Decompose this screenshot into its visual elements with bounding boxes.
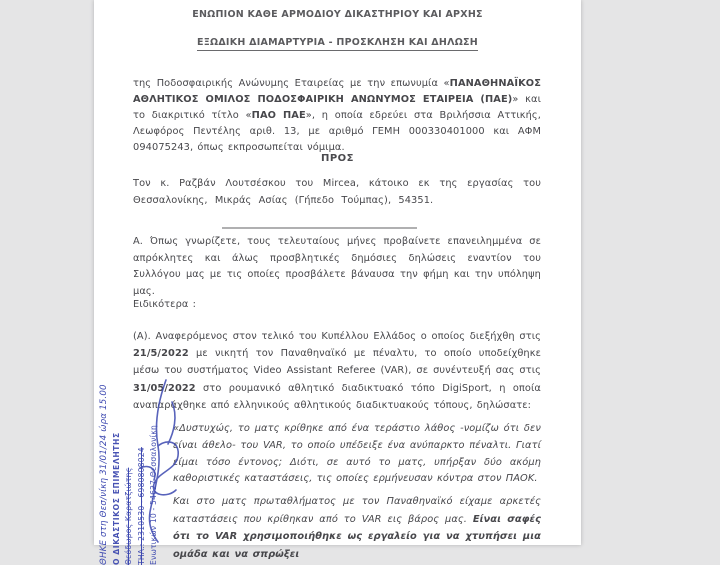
- quote-paragraph-1: «Δυστυχώς, το ματς κρίθηκε από ένα τεράστιο λάθος -νομίζω ότι δεν είναι άθελο- του VAR, το οποίο υπέδειξε ένα ανύπαρκτο πέναλτι. Γιατί είμαι τόσο έντονος; Διότι, σε αυτό το ματς, υπήρξαν δύο ακόμη καθοριστικές καταστάσεις, τις οποίες ερμήνευσαν κόντρα στον ΠΑΟΚ.: [173, 423, 541, 485]
- intro-paragraph: της Ποδοσφαιρικής Ανώνυμης Εταιρείας με την επωνυμία «ΠΑΝΑΘΗΝΑΪΚΟΣ ΑΘΛΗΤΙΚΟΣ ΟΜΙΛΟΣ ΠΟΔΟΣΦΑΙΡΙΚΗ ΑΝΩΝΥΜΟΣ ΕΤΑΙΡΕΙΑ (ΠΑΕ)» και το διακριτικό τίτλο «ΠΑΟ ΠΑΕ», η οποία εδρεύει στα Βριλήσσια Αττικής, Λεωφόρος Πεντέλης αριθ. 13, με αριθμό ΓΕΜΗ 000330401000 και ΑΦΜ 094075243, όπως εκπροσωπείται νόμιμα.: [133, 78, 542, 153]
- quote-paragraph-2: Και στο ματς πρωταθλήματος με τον Παναθηναϊκό είχαμε αρκετές καταστάσεις που κρίθηκαν από το VAR εις βάρος μας. Είναι σαφές ότι το VAR χρησιμοποιήθηκε ως εργαλείο για να χτυπήσει μια ομάδα και να σπρώξει: [173, 496, 541, 560]
- stamp-bailiff-title: Ο ΔΙΚΑΣΤΙΚΟΣ ΕΠΙΜΕΛΗΤΗΣ: [111, 432, 121, 565]
- paragraph-a1: (Α). Αναφερόμενος στον τελικό του Κυπέλλου Ελλάδος ο οποίος διεξήχθη στις 21/5/2022 με νικητή τον Παναθηναϊκό με πέναλτυ, το οποίο υποδείχθηκε μέσω του συστήματος Video Assistant Referee (VAR), σε συνέντευξή σας στις 31/05/2022 στο ρουμανικό αθλητικό διαδικτυακό τόπο DigiSport, η οποία αναπαράχθηκε από ελληνικούς αθλητικούς διαδικτυακούς τόπους, δηλώσατε:: [133, 331, 541, 411]
- stamp-address-line: Ενωτικών 10 - 54627 Θεσσαλονίκη: [149, 425, 158, 565]
- section-divider: [222, 227, 417, 229]
- document-title: [94, 9, 581, 20]
- stamp-phone-line: ΤΗΛ.: 2310530 - 6980808024: [136, 447, 146, 565]
- document-subtitle-text: ΕΞΩΔΙΚΗ ΔΙΑΜΑΡΤΥΡΙΑ - ΠΡΟΣΚΛΗΣΗ ΚΑΙ ΔΗΛΩΣΗ: [197, 37, 478, 51]
- stamp-date-line: ΘΗΚΕ στη Θεσ/νίκη 31/01/24 ώρα 15.00: [99, 384, 109, 565]
- paragraph-a: Α. Όπως γνωρίζετε, τους τελευταίους μήνες προβαίνετε επανειλημμένα σε απρόκλητες και άλως προσβλητικές δημόσιες δηλώσεις εναντίον του Συλλόγου μας με τις οποίες προσβάλετε βάναυσα την φήμη και την υπόληψη μας.: [133, 236, 541, 297]
- document-subtitle: [94, 37, 581, 48]
- recipient-paragraph: Τον κ. Ραζβάν Λουτσέσκου του Mircea, κάτοικο εκ της εργασίας του Θεσσαλονίκης, Μικράς Ασίας (Γήπεδο Τούμπας), 54351.: [133, 178, 541, 206]
- eidikotera-label: Ειδικότερα :: [133, 299, 197, 310]
- pros-heading: ΠΡΟΣ: [320, 153, 355, 164]
- document-title-text: ΕΝΩΠΙΟΝ ΚΑΘΕ ΑΡΜΟΔΙΟΥ ΔΙΚΑΣΤΗΡΙΟΥ ΚΑΙ ΑΡΧΗΣ: [192, 9, 483, 20]
- signature-scribble-icon: [128, 372, 198, 545]
- stamp-bailiff-name: Θεόδωρος Καρατζιώτης: [124, 467, 133, 565]
- document-page: [94, 0, 581, 565]
